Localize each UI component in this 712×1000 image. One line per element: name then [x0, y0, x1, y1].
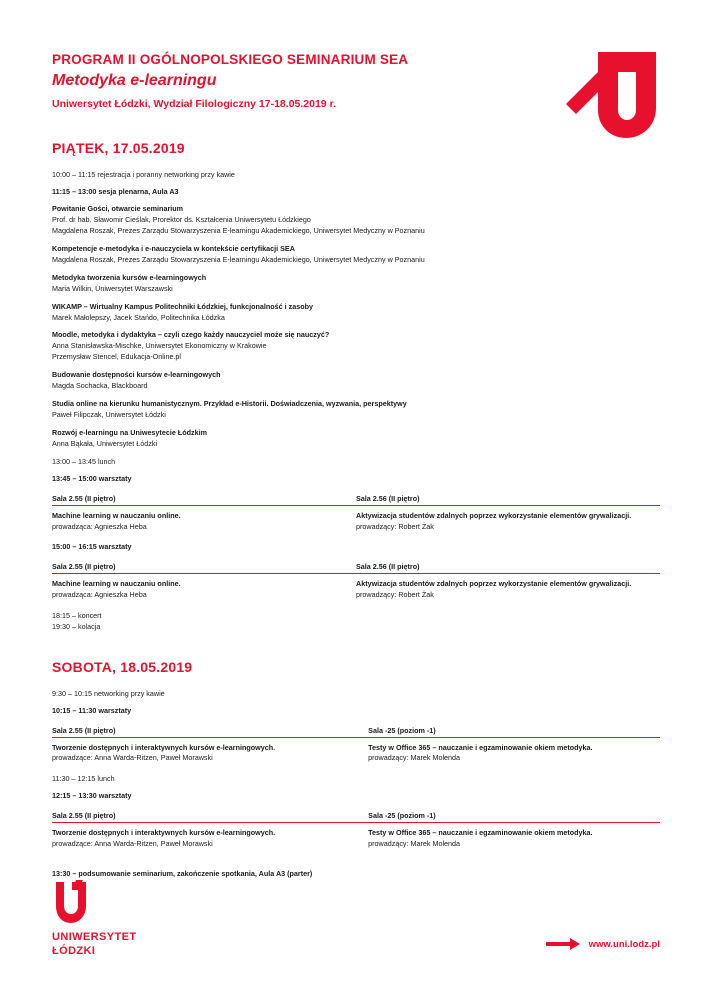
uni-logo-line1: UNIWERSYTET — [52, 931, 137, 944]
talk-title: Kompetencje e-metodyka i e-nauczyciela w kontekście certyfikacji SEA — [52, 243, 295, 253]
talk-title: Metodyka tworzenia kursów e-learningowych — [52, 272, 207, 282]
divider — [52, 573, 660, 574]
talk-speaker: Magda Sochacka, Blackboard — [52, 381, 148, 391]
schedule-line: 13:00 – 13:45 lunch — [52, 456, 116, 466]
workshop-title: Machine learning w nauczaniu online. — [52, 510, 181, 520]
talk-speaker: Przemysław Stencel, Edukacja-Online.pl — [52, 352, 182, 362]
schedule-line: 11:15 – 13:00 sesja plenarna, Aula A3 — [52, 187, 179, 197]
website-url[interactable]: www.uni.lodz.pl — [588, 938, 660, 950]
room-header: Sala 2.55 (II piętro) — [52, 811, 116, 821]
talk-title: Rozwój e-learningu na Uniwesytecie Łódzkim — [52, 428, 207, 438]
talk-speaker: Marek Małolepszy, Jacek Stańdo, Politechnika Łódzka — [52, 312, 225, 322]
talk-speaker: Maria Wilkin, Uniwersytet Warszawski — [52, 283, 173, 293]
talk-entry — [52, 399, 660, 421]
talk-entry — [52, 244, 660, 266]
workshop-table-day2-slot1 — [52, 726, 660, 765]
workshop-title: Testy w Office 365 – nauczanie i egzaminowanie okiem metodyka. — [368, 828, 593, 838]
room-header: Sala 2.55 (II piętro) — [52, 493, 116, 503]
workshop-lead: prowadząca: Agnieszka Heba — [52, 590, 147, 600]
schedule-line: 18:15 – koncert — [52, 610, 102, 620]
document-header — [52, 52, 660, 110]
room-header: Sala 2.55 (II piętro) — [52, 725, 116, 735]
talk-title: Studia online na kierunku humanistycznym. Przykład e-Historii. Doświadczenia, wyzwania, perspektywy — [52, 399, 407, 409]
uni-lodz-mark-icon — [52, 880, 86, 924]
talk-entry — [52, 428, 660, 450]
red-arrow-icon — [546, 938, 580, 950]
workshop-lead: prowadzący: Marek Molenda — [368, 753, 461, 763]
talk-title: WIKAMP – Wirtualny Kampus Politechniki Łódzkiej, funkcjonalność i zasoby — [52, 301, 313, 311]
day2-heading: SOBOTA, 18.05.2019 — [52, 658, 193, 675]
room-header: Sala 2.56 (II piętro) — [356, 493, 420, 503]
venue-line: Uniwersytet Łódzki, Wydział Filologiczny 17-18.05.2019 r. — [52, 97, 336, 110]
talk-speaker: Prof. dr hab. Sławomir Cieślak, Prorektor ds. Kształcenia Uniwersytetu Łódzkiego — [52, 214, 311, 224]
talk-entry — [52, 370, 660, 392]
talk-entry — [52, 330, 660, 363]
talk-entry — [52, 273, 660, 295]
schedule-line: 15:00 – 16:15 warsztaty — [52, 542, 132, 552]
divider — [52, 505, 660, 506]
workshop-title: Aktywizacja studentów zdalnych poprzez wykorzystanie elementów grywalizacji. — [356, 510, 632, 520]
day1-heading: PIĄTEK, 17.05.2019 — [52, 140, 185, 157]
workshop-title: Machine learning w nauczaniu online. — [52, 579, 181, 589]
website-link[interactable] — [546, 938, 660, 950]
talk-speaker: Paweł Filipczak, Uniwersytet Łódzki — [52, 410, 166, 420]
arrow-logo — [564, 48, 660, 140]
workshop-title: Aktywizacja studentów zdalnych poprzez wykorzystanie elementów grywalizacji. — [356, 579, 632, 589]
talk-entry — [52, 204, 660, 237]
day1-program — [52, 170, 660, 494]
schedule-line: 11:30 – 12:15 lunch — [52, 774, 115, 784]
schedule-line: 10:15 – 11:30 warsztaty — [52, 705, 132, 715]
schedule-line: 10:00 – 11:15 rejestracja i poranny networking przy kawie — [52, 170, 235, 180]
workshop-lead: prowadząca: Agnieszka Heba — [52, 521, 147, 531]
divider — [52, 822, 660, 823]
schedule-line: 19:30 – kolacja — [52, 621, 101, 631]
workshop-lead: prowadzące: Anna Warda-Ritzen, Paweł Morawski — [52, 753, 213, 763]
schedule-line: 12:15 – 13:30 warsztaty — [52, 791, 132, 801]
workshop-lead: prowadzący: Robert Żak — [356, 590, 434, 600]
workshop-table-day1-slot1 — [52, 494, 660, 533]
page-title: PROGRAM II OGÓLNOPOLSKIEGO SEMINARIUM SEA — [52, 52, 409, 67]
room-header: Sala 2.55 (II piętro) — [52, 562, 116, 572]
talk-title: Moodle, metodyka i dydaktyka – czyli czego każdy nauczyciel może się nauczyć? — [52, 330, 330, 340]
workshop-lead: prowadzący: Robert Żak — [356, 521, 434, 531]
workshop-table-day1-slot2 — [52, 562, 660, 601]
uni-lodz-logo — [52, 880, 172, 958]
talk-speaker: Magdalena Roszak, Prezes Zarządu Stowarzyszenia E-learningu Akademickiego, Uniwersytet Medyczny w Poznaniu — [52, 254, 425, 264]
workshop-table-day2-slot2 — [52, 811, 660, 850]
talk-speaker: Anna Bąkała, Uniwersytet Łódzki — [52, 438, 158, 448]
document-footer — [52, 878, 660, 958]
room-header: Sala -25 (poziom -1) — [368, 811, 436, 821]
schedule-line: 13:45 – 15:00 warsztaty — [52, 473, 132, 483]
divider — [52, 737, 660, 738]
uni-logo-line2: ŁÓDZKI — [52, 944, 96, 957]
talk-title: Budowanie dostępności kursów e-learningowych — [52, 370, 221, 380]
talk-speaker: Anna Stanisławska-Mischke, Uniwersytet Ekonomiczny w Krakowie — [52, 341, 267, 351]
schedule-line: 9:30 – 10:15 networking przy kawie — [52, 688, 165, 698]
workshop-title: Tworzenie dostępnych i interaktywnych kursów e-learningowych. — [52, 742, 276, 752]
page-subtitle: Metodyka e-learningu — [52, 72, 217, 90]
room-header: Sala 2.56 (II piętro) — [356, 562, 420, 572]
workshop-title: Testy w Office 365 – nauczanie i egzaminowanie okiem metodyka. — [368, 742, 593, 752]
workshop-lead: prowadzący: Marek Molenda — [368, 838, 461, 848]
talk-speaker: Magdalena Roszak, Prezes Zarządu Stowarzyszenia E-learningu Akademickiego, Uniwersytet Medyczny w Poznaniu — [52, 225, 425, 235]
closing-line: 13:30 – podsumowanie seminarium, zakończenie spotkania, Aula A3 (parter) — [52, 868, 313, 878]
talk-title: Powitanie Gości, otwarcie seminarium — [52, 204, 184, 214]
workshop-lead: prowadzące: Anna Warda-Ritzen, Paweł Morawski — [52, 838, 213, 848]
room-header: Sala -25 (poziom -1) — [368, 725, 436, 735]
workshop-title: Tworzenie dostępnych i interaktywnych kursów e-learningowych. — [52, 828, 276, 838]
talk-entry — [52, 302, 660, 324]
